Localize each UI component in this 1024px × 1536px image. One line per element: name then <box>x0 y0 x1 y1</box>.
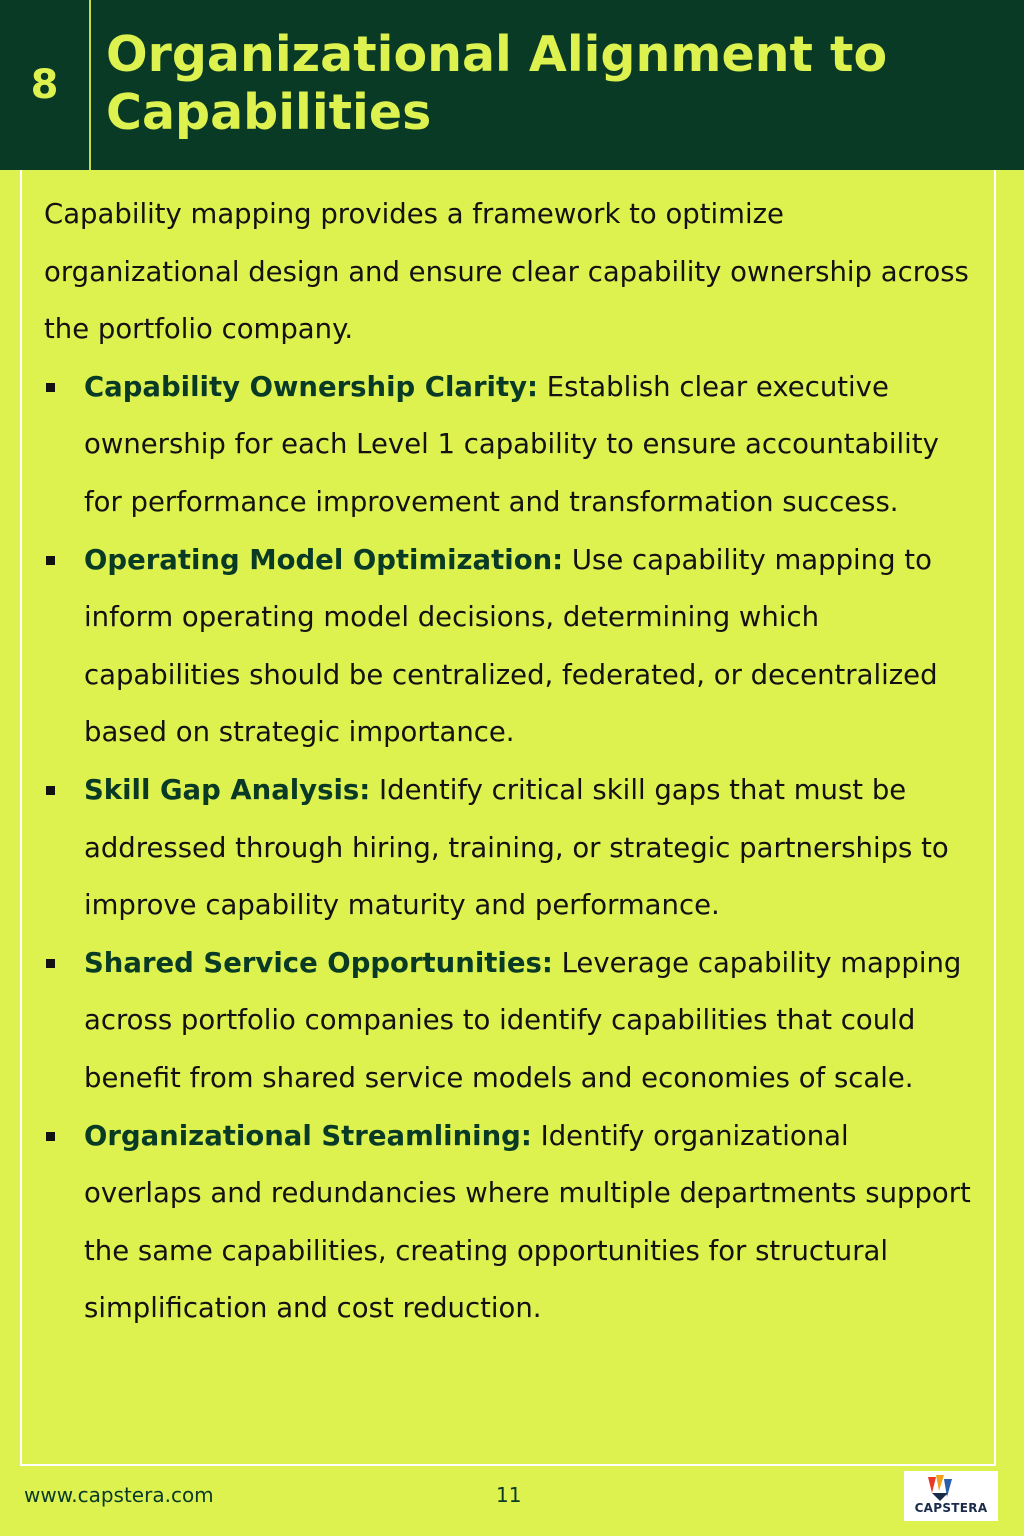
footer-website-link[interactable]: www.capstera.com <box>24 1483 214 1507</box>
bullet-text: Use capability mapping to inform operating model decisions, determining which capabilities should be centralized, federated, or decentralized based on strategic importance. <box>84 543 938 749</box>
main-content <box>44 186 974 1338</box>
bullet-item <box>44 1108 974 1338</box>
capstera-logo-icon <box>922 1473 958 1503</box>
bullet-term: Skill Gap Analysis: <box>84 773 371 806</box>
square-bullet-icon <box>46 959 55 968</box>
square-bullet-icon <box>46 383 55 392</box>
bullet-item <box>44 762 974 935</box>
page-header <box>0 0 1024 170</box>
bullet-item <box>44 935 974 1108</box>
capstera-logo-text: CAPSTERA <box>914 1501 988 1515</box>
bullet-term: Shared Service Opportunities: <box>84 946 553 979</box>
bullet-item <box>44 359 974 532</box>
bullet-term: Organizational Streamlining: <box>84 1119 532 1152</box>
intro-paragraph: Capability mapping provides a framework to optimize organizational design and ensure clear capability ownership across the portfolio company. <box>44 198 969 346</box>
bullet-text: Establish clear executive ownership for each Level 1 capability to ensure accountability for performance improvement and transformation success. <box>84 370 939 518</box>
bullet-text: Identify organizational overlaps and redundancies where multiple departments support the same capabilities, creating opportunities for structural simplification and cost reduction. <box>84 1119 971 1325</box>
bullet-term: Capability Ownership Clarity: <box>84 370 539 403</box>
bullet-term: Operating Model Optimization: <box>84 543 564 576</box>
page-title: Organizational Alignment to Capabilities <box>106 26 888 141</box>
bullet-list <box>44 359 974 1338</box>
page-number: 11 <box>496 1483 522 1507</box>
bullet-item <box>44 532 974 762</box>
square-bullet-icon <box>46 556 55 565</box>
bullet-text: Identify critical skill gaps that must be addressed through hiring, training, or strategic partnerships to improve capability maturity and performance. <box>84 773 949 922</box>
section-number: 8 <box>30 62 59 108</box>
square-bullet-icon <box>46 786 55 795</box>
square-bullet-icon <box>46 1132 55 1141</box>
bullet-text: Leverage capability mapping across portfolio companies to identify capabilities that could benefit from shared service models and economies of scale. <box>84 946 962 1094</box>
header-divider <box>89 0 91 170</box>
capstera-logo <box>904 1471 998 1521</box>
